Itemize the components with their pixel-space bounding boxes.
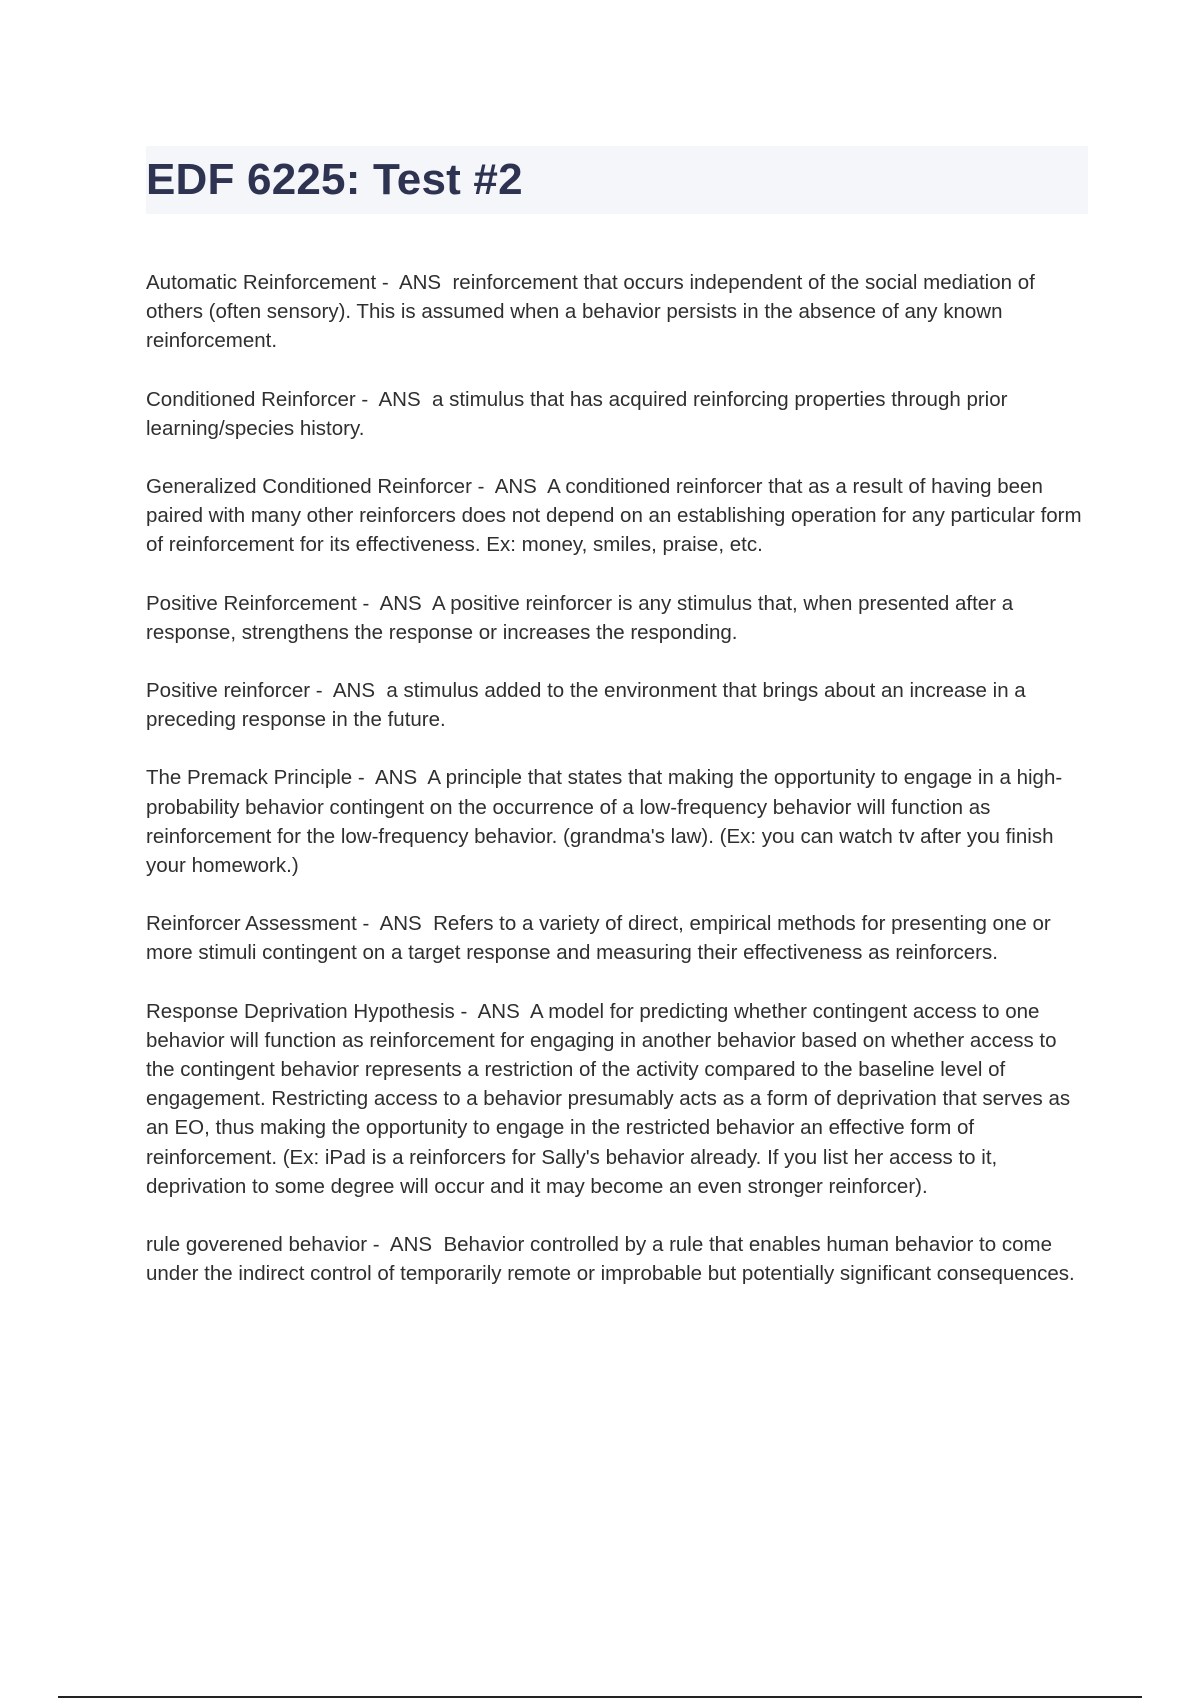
- entry-definition: A model for predicting whether contingent access to one behavior will function as reinforcement for engaging in another behavior based on whether access to the contingent behavior represents a restriction of the activity compared to the baseline level of engagement. Restricting access to a behavior presumably acts as a form of deprivation that serves as an EO, thus making the opportunity to engage in the restricted behavior an effective form of reinforcement. (Ex: iPad is a reinforcers for Sally's behavior already. If you list her access to it, deprivation to some degree will occur and it may become an even stronger reinforcer).: [146, 999, 1071, 1198]
- flashcard-entry: [146, 589, 1086, 647]
- entry-separator: - ANS: [356, 591, 432, 615]
- title-band: [146, 146, 1088, 214]
- entry-separator: - ANS: [352, 766, 428, 790]
- entry-separator: - ANS: [376, 271, 453, 294]
- entry-term: Generalized Conditioned Reinforcer: [146, 475, 472, 499]
- entry-term: rule goverened behavior: [146, 1233, 368, 1257]
- entry-separator: - ANS: [310, 679, 387, 703]
- entry-definition: reinforcement that occurs independent of the social mediation of others (often sensory). This is assumed when a behavior persists in the absence of any known reinforcement.: [146, 271, 1035, 353]
- entry-definition: A conditioned reinforcer that as a result of having been paired with many other reinforcers does not depend on an establishing operation for any particular form of reinforcement for its effectiveness. Ex: money, smiles, praise, etc.: [146, 475, 1082, 557]
- entry-definition: a stimulus added to the environment that brings about an increase in a preceding response in the future.: [146, 679, 1026, 732]
- entry-separator: - ANS: [454, 999, 531, 1023]
- entry-term: Reinforcer Assessment: [146, 912, 357, 936]
- entry-definition: Refers to a variety of direct, empirical methods for presenting one or more stimuli contingent on a target response and measuring their effectiveness as reinforcers.: [146, 912, 1051, 965]
- entry-separator: - ANS: [471, 475, 548, 499]
- entry-term: Response Deprivation Hypothesis: [146, 999, 455, 1023]
- flashcard-entry: [146, 676, 1086, 734]
- entry-definition: A positive reinforcer is any stimulus that, when presented after a response, strengthens the response or increases the responding.: [146, 591, 1014, 644]
- entry-separator: - ANS: [367, 1233, 444, 1257]
- flashcard-entry: [146, 997, 1086, 1201]
- entry-separator: - ANS: [356, 912, 434, 936]
- document-title: EDF 6225: Test #2: [146, 155, 523, 204]
- entry-term: Positive Reinforcement: [146, 591, 357, 615]
- entry-definition: A principle that states that making the opportunity to engage in a high-probability behavior contingent on the occurrence of a low-frequency behavior will function as reinforcement for the low-frequency behavior. (grandma's law). (Ex: you can watch tv after you finish your homework.): [146, 766, 1063, 878]
- flashcard-entry: [146, 472, 1086, 560]
- flashcard-entry: [146, 909, 1086, 967]
- footer-divider: [58, 1696, 1142, 1698]
- flashcard-entry: [146, 385, 1086, 443]
- entry-definition: a stimulus that has acquired reinforcing properties through prior learning/species history.: [146, 387, 1008, 440]
- flashcard-list: [146, 268, 1086, 1317]
- entry-separator: - ANS: [355, 387, 433, 411]
- entry-term: Conditioned Reinforcer: [146, 387, 356, 411]
- entry-term: Positive reinforcer: [146, 679, 311, 703]
- flashcard-entry: [146, 268, 1086, 356]
- entry-definition: Behavior controlled by a rule that enables human behavior to come under the indirect control of temporarily remote or improbable but potentially significant consequences.: [146, 1233, 1075, 1286]
- entry-term: Automatic Reinforcement: [146, 271, 377, 294]
- flashcard-entry: [146, 763, 1086, 880]
- flashcard-entry: [146, 1230, 1086, 1288]
- entry-term: The Premack Principle: [146, 766, 353, 790]
